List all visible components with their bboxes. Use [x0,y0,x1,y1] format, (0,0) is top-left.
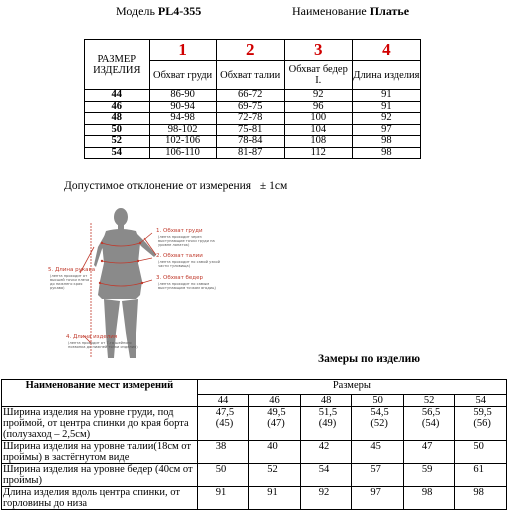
row-chest: 102-106 [149,136,216,148]
row-chest: 90-94 [149,101,216,113]
row-hips: 112 [284,147,352,159]
table-row [2,487,507,510]
measure-value: 57 [352,464,404,487]
col-number-2: 2 [216,40,284,61]
size-col-52: 52 [403,395,455,407]
measure-value: 40 [249,441,301,464]
measure-value: 45 [352,441,404,464]
figure-note-3: (лента проходит по самым выступающим точкам ягодиц) [158,282,216,290]
measure-row-name: Ширина изделия на уровне груди, под проймой, от центра спинки до края борта (полузаход – 2,5см) [2,407,198,441]
measurement-figure [44,203,234,363]
row-size: 52 [85,136,150,148]
measure-value: 50 [455,441,507,464]
row-waist: 75-81 [216,124,284,136]
figure-note-4: (лента проходит от 7-го шейного позвонка до нижней точки изделия) [68,341,138,349]
model-line [116,4,201,19]
figure-label-1: 1. Обхват груди [156,228,203,234]
measure-value: 59,5 (56) [455,407,507,441]
measure-value: 97 [352,487,404,510]
table-row [2,464,507,487]
row-length: 91 [352,101,420,113]
model-label: Модель [116,4,155,18]
size-col-48: 48 [300,395,352,407]
row-waist: 78-84 [216,136,284,148]
name-value: Платье [369,4,410,18]
row-chest: 106-110 [149,147,216,159]
figure-label-2: 2. Обхват талии [156,253,203,259]
row-waist: 72-78 [216,113,284,125]
name-label: Наименование [292,4,367,18]
row-size: 48 [85,113,150,125]
figure-label-3: 3. Обхват бедер [156,275,203,281]
row-hips: 96 [284,101,352,113]
figure-note-5: (лента проходит от высшей точки плеча до нижнего края рукава) [50,274,90,290]
sizes-header: Размеры [197,380,506,395]
measure-value: 56,5 (54) [403,407,455,441]
figure-note-1: (лента проходит через выступающие точки груди на уровне лопаток) [158,235,215,247]
measure-value: 61 [455,464,507,487]
measure-value: 98 [403,487,455,510]
size-header-cell [85,40,150,90]
size-table [84,39,421,159]
size-header: РАЗМЕР ИЗДЕЛИЯ [93,53,141,76]
col-number-1: 1 [149,40,216,61]
table-row [85,101,421,113]
col-waist: Обхват талии [216,61,284,90]
row-length: 97 [352,124,420,136]
row-length: 98 [352,147,420,159]
size-col-46: 46 [249,395,301,407]
size-col-50: 50 [352,395,404,407]
table-row [2,407,507,441]
row-chest: 98-102 [149,124,216,136]
measure-value: 98 [455,487,507,510]
figure-label-4: 4. Длина изделия [66,334,118,340]
table-row [85,113,421,125]
row-length: 98 [352,136,420,148]
measure-value: 49,5 (47) [249,407,301,441]
row-hips: 100 [284,113,352,125]
col-length: Длина изделия [352,61,420,90]
table-row [2,441,507,464]
measure-name-header: Наименование мест измерений [2,380,198,407]
size-col-54: 54 [455,395,507,407]
tolerance-text: Допустимое отклонение от измерения [64,180,252,192]
measure-title: Замеры по изделию [318,353,421,365]
row-waist: 69-75 [216,101,284,113]
table-row [85,136,421,148]
row-size: 46 [85,101,150,113]
table-row [85,124,421,136]
measure-row-name: Ширина изделия на уровне талии(18см от проймы) в застёгнутом виде [2,441,198,464]
row-waist: 81-87 [216,147,284,159]
col-hips: Обхват бедер I. [284,61,352,90]
row-size: 50 [85,124,150,136]
col-number-3: 3 [284,40,352,61]
measure-value: 38 [197,441,249,464]
row-length: 91 [352,90,420,102]
measure-value: 59 [403,464,455,487]
col-chest: Обхват груди [149,61,216,90]
measure-value: 92 [300,487,352,510]
figure-note-2: (лента проходит по самой узкой части туловища) [158,260,220,268]
measure-value: 52 [249,464,301,487]
measure-value: 42 [300,441,352,464]
measure-value: 47,5 (45) [197,407,249,441]
measure-value: 54,5 (52) [352,407,404,441]
row-hips: 108 [284,136,352,148]
measure-value: 51,5 (49) [300,407,352,441]
name-line [292,4,409,19]
row-chest: 94-98 [149,113,216,125]
figure-label-5: 5. Длина рукава [48,267,96,273]
row-chest: 86-90 [149,90,216,102]
measure-value: 54 [300,464,352,487]
measure-value: 91 [197,487,249,510]
measure-value: 50 [197,464,249,487]
row-hips: 104 [284,124,352,136]
measure-value: 91 [249,487,301,510]
table-row [85,90,421,102]
measure-table [1,379,507,510]
size-col-44: 44 [197,395,249,407]
table-row [85,147,421,159]
tolerance-value: ± 1см [259,180,288,192]
row-waist: 66-72 [216,90,284,102]
row-length: 92 [352,113,420,125]
row-hips: 92 [284,90,352,102]
row-size: 44 [85,90,150,102]
measure-row-name: Ширина изделия на уровне бедер (40см от проймы) [2,464,198,487]
col-number-4: 4 [352,40,420,61]
model-value: PL4-355 [157,4,202,18]
row-size: 54 [85,147,150,159]
tolerance-line [64,180,287,192]
measure-value: 47 [403,441,455,464]
measure-row-name: Длина изделия вдоль центра спинки, от горловины до низа [2,487,198,510]
